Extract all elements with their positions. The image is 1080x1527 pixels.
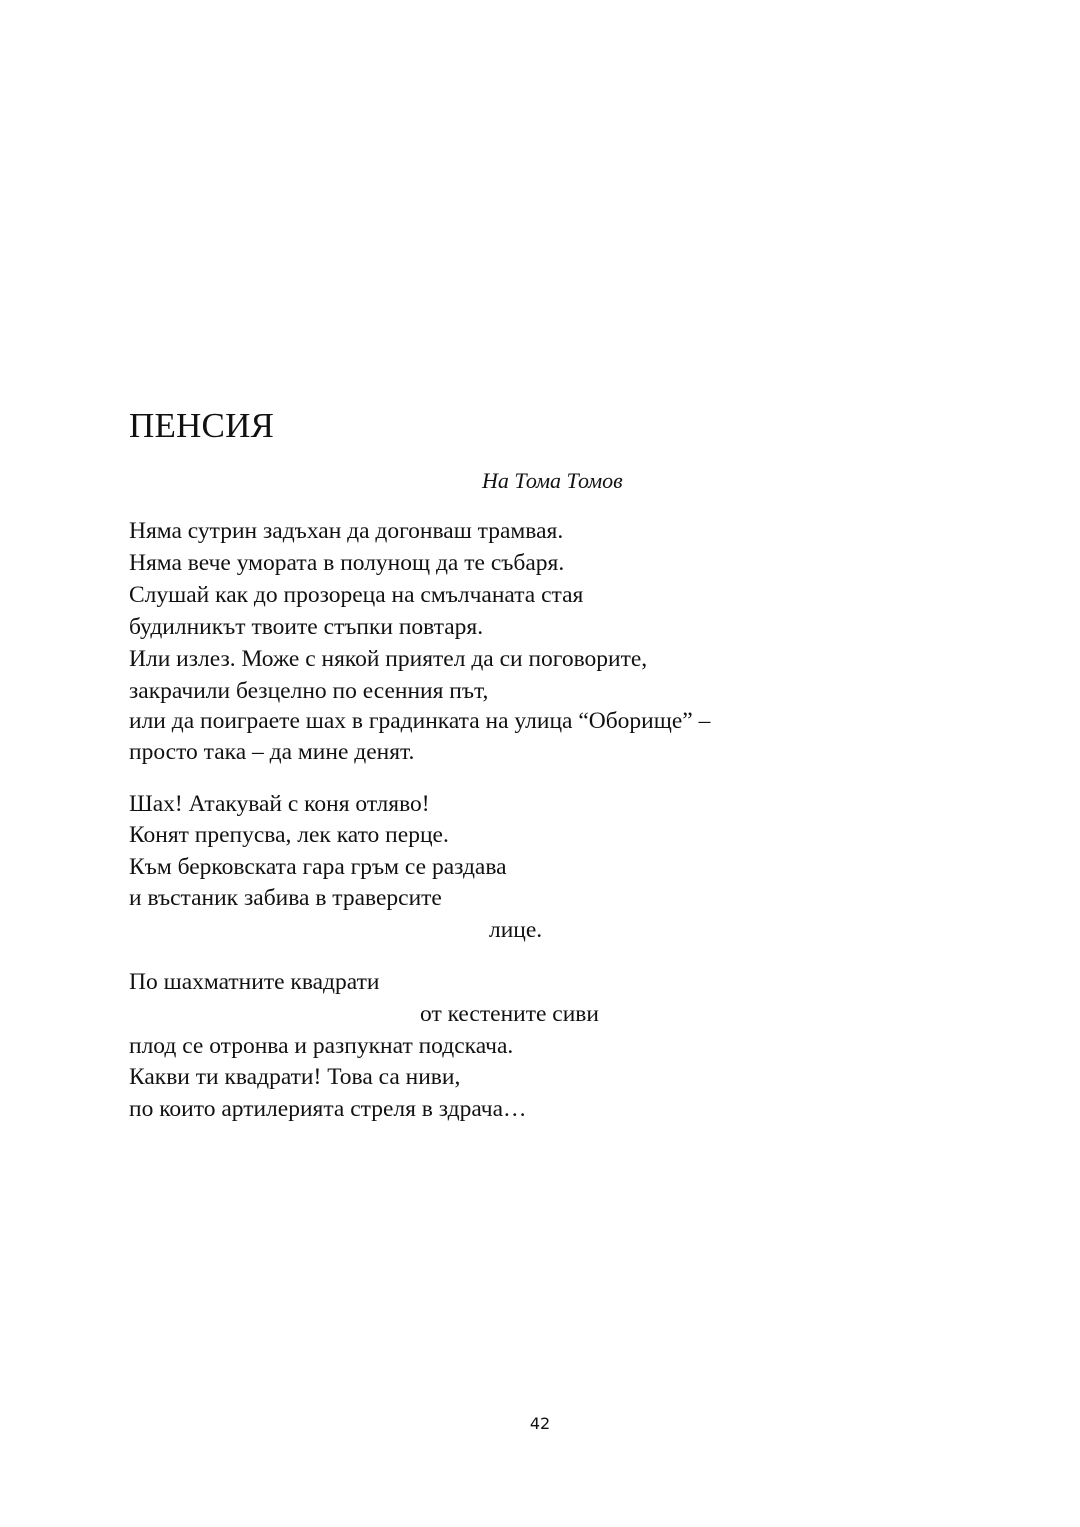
page-number: 42	[529, 1414, 551, 1433]
verse-line: закрачили безцелно по есенния път,	[129, 678, 489, 704]
verse-line: лице.	[489, 917, 543, 943]
poem-title: ПЕНСИЯ	[129, 406, 275, 445]
verse-line: Няма сутрин задъхан да догонваш трамвая.	[129, 518, 564, 544]
verse-line: Какви ти квадрати! Това са ниви,	[129, 1064, 461, 1090]
verse-line: Към берковската гара гръм се раздава	[129, 854, 507, 880]
verse-line: по които артилерията стреля в здрача…	[129, 1096, 527, 1122]
verse-line: будилникът твоите стъпки повтаря.	[129, 614, 484, 640]
verse-line: просто така – да мине денят.	[129, 739, 415, 765]
verse-line: плод се отронва и разпукнат подскача.	[129, 1033, 514, 1059]
verse-line: и въстаник забива в траверсите	[129, 885, 442, 911]
verse-line: Конят препусва, лек като перце.	[129, 822, 449, 848]
verse-line: Няма вече умората в полунощ да те събаря.	[129, 550, 565, 576]
poem-dedication: На Тома Томов	[482, 468, 623, 493]
verse-line: По шахматните квадрати	[129, 969, 380, 995]
verse-line: Или излез. Може с някой приятел да си поговорите,	[129, 646, 648, 672]
verse-line: или да поиграете шах в градинката на улица “Оборище” –	[129, 708, 711, 734]
verse-line: Слушай как до прозореца на смълчаната стая	[129, 582, 584, 608]
verse-line: от кестените сиви	[420, 1001, 599, 1027]
verse-line: Шах! Атакувай с коня отляво!	[129, 791, 430, 817]
